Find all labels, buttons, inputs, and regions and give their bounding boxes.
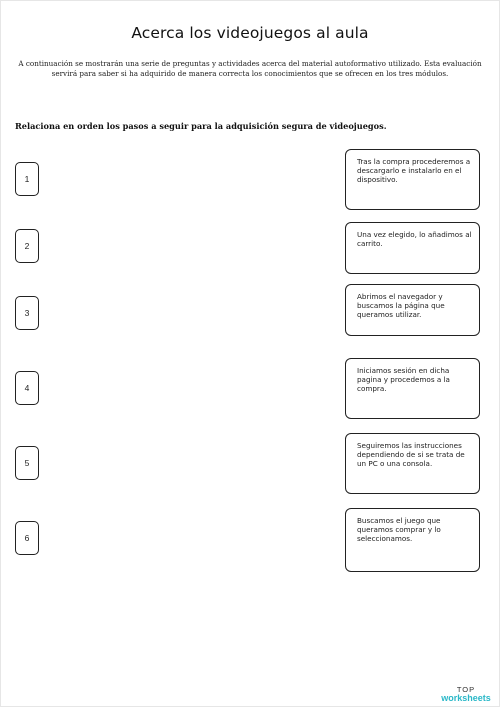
logo-bottom-text: worksheets [441, 693, 491, 703]
intro-text: A continuación se mostrarán una serie de preguntas y actividades acerca del material autoformativo utilizado. Esta evaluación servirá para saber si ha adquirido de manera correcta los conocimientos que se ofrecen en los tres módulos. [18, 59, 482, 78]
step-card-4[interactable]: Iniciamos sesión en dicha pagina y procedemos a la compra. [345, 358, 480, 419]
number-box-5[interactable]: 5 [15, 446, 39, 480]
instruction-text: Relaciona en orden los pasos a seguir para la adquisición segura de videojuegos. [15, 121, 387, 131]
logo-top-text: TOP [456, 685, 476, 694]
step-card-5[interactable]: Seguiremos las instrucciones dependiendo de si se trata de un PC o una consola. [345, 433, 480, 494]
step-card-3[interactable]: Abrimos el navegador y buscamos la página que queramos utilizar. [345, 284, 480, 336]
page-title: Acerca los videojuegos al aula [131, 24, 369, 42]
number-box-4[interactable]: 4 [15, 371, 39, 405]
step-card-2[interactable]: Una vez elegido, lo añadimos al carrito. [345, 222, 480, 274]
step-card-6[interactable]: Buscamos el juego que queramos comprar y lo seleccionamos. [345, 508, 480, 572]
step-card-1[interactable]: Tras la compra procederemos a descargarlo e instalarlo en el dispositivo. [345, 149, 480, 210]
number-box-3[interactable]: 3 [15, 296, 39, 330]
number-box-6[interactable]: 6 [15, 521, 39, 555]
number-box-1[interactable]: 1 [15, 162, 39, 196]
topworksheets-logo [436, 685, 496, 703]
number-box-2[interactable]: 2 [15, 229, 39, 263]
